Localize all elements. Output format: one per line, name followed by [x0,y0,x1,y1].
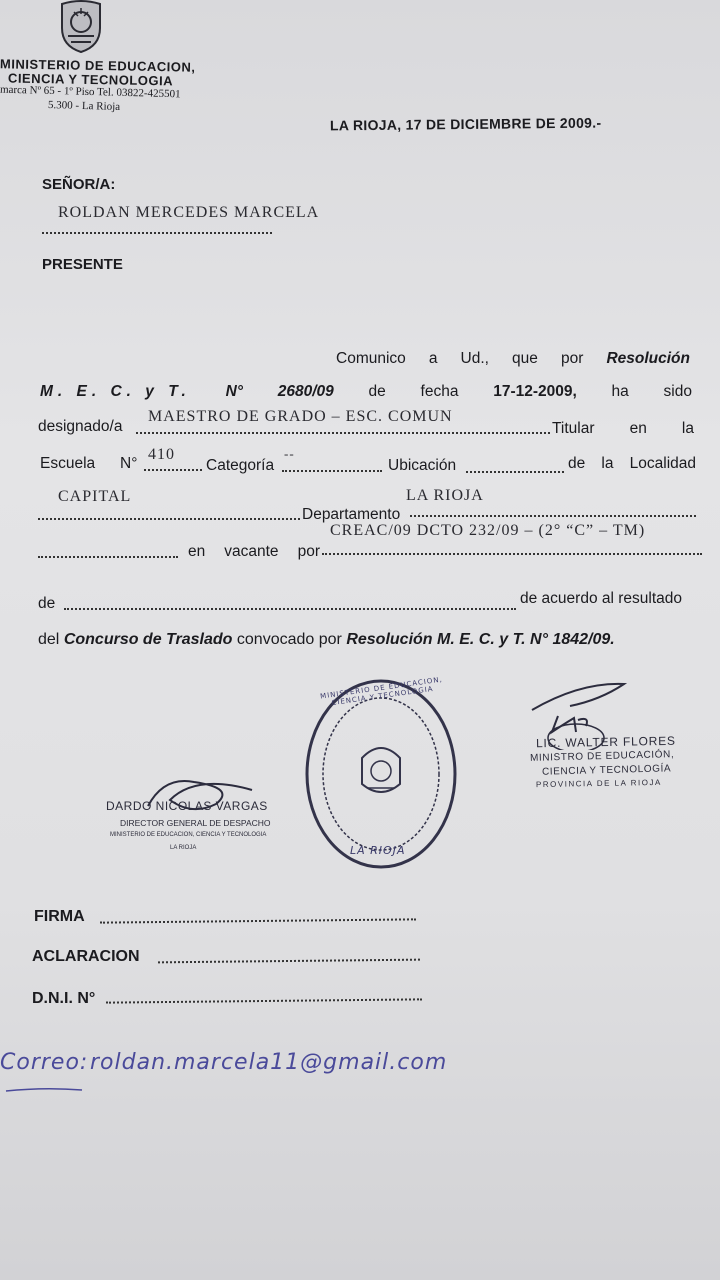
word-sido: sido [663,383,692,400]
right-signer-line4: PROVINCIA DE LA RIOJA [535,777,662,790]
aclaracion-label: ACLARACION [32,948,140,965]
vacante-post-dotline [322,553,702,555]
right-signer-line2: MINISTRO DE EDUCACIÓN, [529,749,675,764]
word-de: de [368,383,386,400]
handwritten-email-label: Correo: [0,1050,89,1075]
word-vacante: vacante [224,543,279,560]
aclaracion-dotline [158,959,420,964]
localidad-dotline [38,518,300,520]
line7-end: de acuerdo al resultado [520,590,683,607]
left-signer-sub: MINISTERIO DE EDUCACION, CIENCIA Y TECNOLOGIA [110,832,267,838]
stamp-bottom-text: LA RIOJA [350,844,406,857]
body-line-8 [38,631,615,649]
word-del: del [38,631,60,648]
label-escuela: Escuela [40,455,96,472]
label-departamento: Departamento [302,506,401,523]
ministry-name-line1: MINISTERIO DE EDUCACION, [0,56,196,75]
cargo-dotline [136,432,550,434]
stamp-top-text: MINISTERIO DE EDUCACION, CIENCIA Y TECNOLOGIA [319,675,444,708]
word-localidad: Localidad [629,455,696,472]
presente-label: PRESENTE [42,256,123,273]
concurso-resolution: Resolución M. E. C. y T. N° 1842/09. [346,631,615,648]
firma-label: FIRMA [34,908,85,925]
official-stamp [302,676,460,872]
line7-dotline [64,608,516,610]
label-designado: designado/a [38,418,123,435]
school-number-dotline [144,469,202,471]
vacante-pre-dotline [38,556,178,558]
recipient-label: SEÑOR/A: [42,176,116,193]
word-comunico: Comunico [336,350,406,367]
ministry-name-line2: CIENCIA Y TECNOLOGIA [7,70,174,89]
typed-cargo: MAESTRO DE GRADO – ESC. COMUN [148,408,453,425]
typed-localidad: CAPITAL [58,488,132,505]
label-escuela-n: N° [120,455,138,472]
body-line-3-end [552,420,694,438]
typed-categoria: -- [284,446,295,461]
ministry-address-line2: 5.300 - La Rioja [47,99,121,113]
body-line-1 [336,350,690,368]
resolution-n-label: N° [225,383,243,400]
dni-dotline [106,998,422,1003]
resolution-org: M. E. C. y T. [40,383,191,400]
label-categoria: Categoría [206,457,275,474]
word-en: en [629,420,647,437]
word-ha: ha [611,383,629,400]
word-la: la [681,420,694,437]
email-underline [4,1080,84,1086]
body-line-6-words [188,543,320,561]
word-fecha: fecha [420,383,459,400]
typed-departamento: LA RIOJA [406,487,484,504]
resolution-number: 2680/09 [277,383,334,400]
ubicacion-dotline [466,471,564,473]
categoria-dotline [282,470,382,472]
typed-school-number: 410 [148,446,175,463]
label-ubicacion: Ubicación [388,457,457,474]
word-por: por [560,350,584,367]
word-a: a [428,350,438,367]
word-de-line7: de [38,595,56,612]
word-resolucion: Resolución [606,350,690,367]
word-ud: Ud., [460,350,489,367]
resolution-date: 17-12-2009, [493,383,577,400]
typed-vacante-reason: CREAC/09 DCTO 232/09 – (2° “C” – TM) [330,522,646,539]
word-titular: Titular [552,420,595,437]
date-line: LA RIOJA, 17 DE DICIEMBRE DE 2009.- [329,114,602,134]
word-en-vacante: en [188,543,206,560]
word-de-localidad: de [568,455,586,472]
right-signer-line3: CIENCIA Y TECNOLOGÍA [541,763,672,778]
concurso-name: Concurso de Traslado [63,631,233,648]
word-la-localidad: la [601,455,614,472]
recipient-name-dotline [42,232,272,234]
recipient-name: ROLDAN MERCEDES MARCELA [58,204,320,221]
right-signer-name: LIC. WALTER FLORES [535,733,676,751]
word-que: que [512,350,538,367]
left-signer-sub2: LA RIOJA [170,845,197,851]
left-signer-name: DARDO NICOLAS VARGAS [106,799,268,813]
word-por-vacante: por [297,543,320,560]
word-convocado: convocado por [236,631,342,648]
dni-label: D.N.I. N° [32,990,96,1007]
departamento-dotline [410,515,696,517]
ministry-emblem [56,0,106,54]
ministry-address-line1: marca Nº 65 - 1º Piso Tel. 03822-425501 [0,83,181,101]
body-line-2 [40,383,692,401]
firma-dotline [100,918,416,923]
handwritten-email: roldan.marcela11@gmail.com [90,1050,448,1075]
body-line-4-end [568,455,696,473]
left-signer-title: DIRECTOR GENERAL DE DESPACHO [120,818,271,828]
